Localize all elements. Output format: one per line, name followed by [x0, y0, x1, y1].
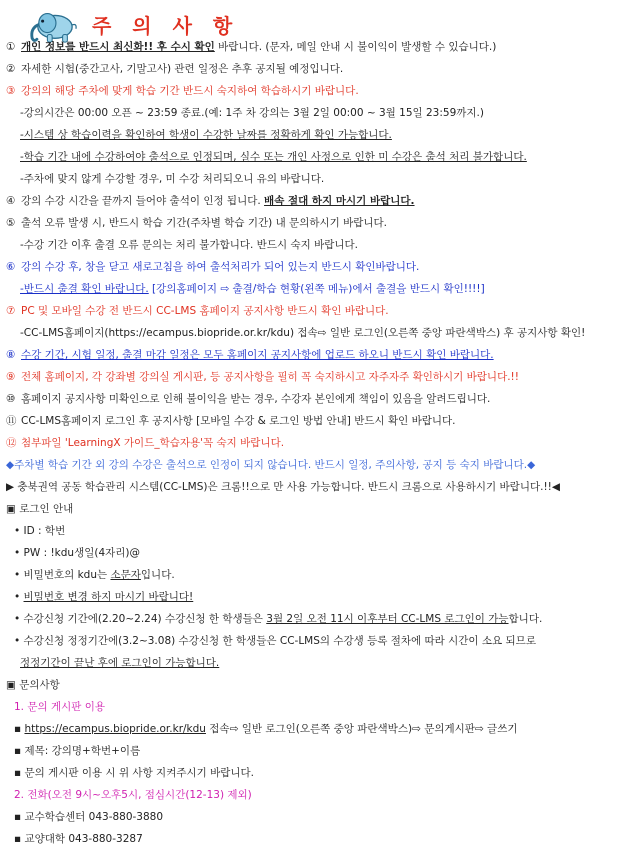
login-section-header: ▣ 로그인 안내	[6, 503, 74, 515]
notice-item-8: ⑧ 수강 기간, 시험 일정, 출결 마감 일정은 모두 홈페이지 공지사항에 업로드 하오니 반드시 확인 바랍니다.	[6, 349, 494, 361]
login-lowercase-note: • 비밀번호의 kdu는 소문자입니다.	[14, 569, 175, 581]
notice-item-11: ⑪ CC-LMS홈페이지 로그인 후 공지사항 [모바일 수강 & 로그인 방법 안내] 반드시 확인 바랍니다.	[6, 415, 456, 427]
correction-login-note: • 수강신청 정정기간에(3.2~3.08) 수강신청 한 학생들은 CC-LMS의 수강생 등록 절차에 따라 시간이 소요 되므로	[14, 635, 536, 647]
ecampus-link[interactable]: https://ecampus.biopride.or.kr/kdu	[24, 723, 206, 735]
notice-3-detail-b: -시스템 상 학습이력을 확인하여 학생이 수강한 날짜를 정확하게 확인 가능합니다.	[20, 129, 392, 141]
notice-item-10: ⑩ 홈페이지 공지사항 미확인으로 인해 불이익을 받는 경우, 수강자 본인에게 책임이 있음을 알려드립니다.	[6, 393, 491, 405]
notice-3-detail-c: -학습 기간 내에 수강하여야 출석으로 인정되며, 실수 또는 개인 사정으로 인한 미 수강은 출석 처리 불가합니다.	[20, 151, 527, 163]
notice-item-9: ⑨ 전체 홈페이지, 각 강좌별 강의실 게시판, 등 공지사항을 필히 꼭 숙지하시고 자주자주 확인하시기 바랍니다.!!	[6, 371, 519, 383]
notice-item-6: ⑥ 강의 수강 후, 창을 닫고 새로고침을 하여 출석처리가 되어 있는지 반드시 확인바랍니다.	[6, 261, 420, 273]
chrome-only-notice: ▶ 충북권역 공동 학습관리 시스템(CC-LMS)은 크롬!!으로 만 사용 가능합니다. 반드시 크롬으로 사용하시기 바랍니다.!!◀	[6, 481, 560, 493]
inquiry-board-heading: 1. 문의 게시판 이용	[14, 701, 106, 713]
attendance-period-warning: ◆주차별 학습 기간 외 강의 수강은 출석으로 인정이 되지 않습니다. 반드시 일정, 주의사항, 공지 등 숙지 바랍니다.◆	[6, 459, 536, 471]
notice-item-2: ② 자세한 시험(중간고사, 기말고사) 관련 일정은 추후 공지될 예정입니다.	[6, 63, 344, 75]
notice-item-3: ③ 강의의 해당 주차에 맞게 학습 기간 반드시 숙지하여 학습하시기 바랍니다.	[6, 85, 359, 97]
notice-item-4: ④ 강의 수강 시간을 끝까지 들어야 출석이 인정 됩니다. 배속 절대 하지 마시기 바랍니다.	[6, 195, 415, 207]
phone-heading: 2. 전화(오전 9시~오후5시, 점심시간(12-13) 제외)	[14, 789, 252, 801]
notice-item-7: ⑦ PC 및 모바일 수강 전 반드시 CC-LMS 홈페이지 공지사항 반드시 확인 바랍니다.	[6, 305, 389, 317]
notice-3-detail-a: -강의시간은 00:00 오픈 ~ 23:59 종료.(예: 1주 차 강의는 3월 2일 00:00 ~ 3월 15일 23:59까지.)	[20, 107, 484, 119]
notice-item-5: ⑤ 출석 오류 발생 시, 반드시 학습 기간(주차별 학습 기간) 내 문의하시기 바랍니다.	[6, 217, 388, 229]
notice-7-detail: -CC-LMS홈페이지(https://ecampus.biopride.or.kr/kdu) 접속⇨ 일반 로그인(오른쪽 중앙 파란색박스) 후 공지사항 확인!	[20, 327, 586, 339]
notice-6-detail: -반드시 출결 확인 바랍니다. [강의홈페이지 ⇨ 출결/학습 현황(왼쪽 메뉴)에서 출결을 반드시 확인!!!!]	[20, 283, 485, 295]
notice-item-1: ① 개인 정보를 반드시 최신화!! 후 수시 확인 바랍니다. (문자, 메일 안내 시 불이익이 발생할 수 있습니다.)	[6, 41, 497, 53]
no-password-change-note: • 비밀번호 변경 하지 마시기 바랍니다!	[14, 591, 194, 603]
page-title: 주 의 사 항	[92, 13, 240, 38]
login-pw-info: • PW : !kdu생일(4자리)@	[14, 547, 141, 559]
registration-login-note: • 수강신청 기간에(2.20~2.24) 수강신청 한 학생들은 3월 2일 오전 11시 이후부터 CC-LMS 로그인이 가능합니다.	[14, 613, 543, 625]
notice-5-detail: -수강 기간 이후 출결 오류 문의는 처리 불가합니다. 반드시 숙지 바랍니다.	[20, 239, 358, 251]
inquiry-subject-format: ▪ 제목: 강의명+학번+이름	[14, 745, 141, 757]
phone-teaching-center: ▪ 교수학습센터 043-880-3880	[14, 811, 164, 823]
login-id-info: • ID : 학번	[14, 525, 66, 537]
inquiry-section-header: ▣ 문의사항	[6, 679, 60, 691]
notice-item-12: ⑫ 첨부파일 'LearningX 가이드_학습자용'꼭 숙지 바랍니다.	[6, 437, 285, 449]
phone-liberal-arts: ▪ 교양대학 043-880-3287	[14, 833, 143, 845]
inquiry-board-steps: ▪ https://ecampus.biopride.or.kr/kdu 접속⇨ 일반 로그인(오른쪽 중앙 파란색박스)⇨ 문의게시판⇨ 글쓰기	[14, 723, 518, 735]
notice-3-detail-d: -주차에 맞지 않게 수강할 경우, 미 수강 처리되오니 유의 바랍니다.	[20, 173, 325, 185]
correction-login-note-cont: 정정기간이 끝난 후에 로그인이 가능합니다.	[20, 657, 220, 669]
inquiry-follow-note: ▪ 문의 게시판 이용 시 위 사항 지켜주시기 바랍니다.	[14, 767, 255, 779]
